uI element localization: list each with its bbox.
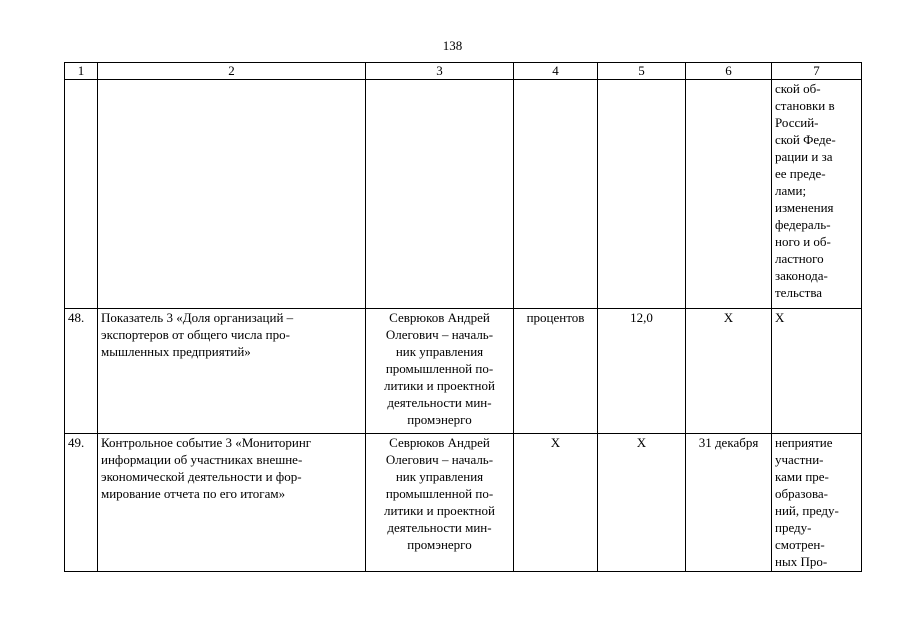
item-name-line: информации об участниках внешне- [101,452,303,467]
risks-line: ской Феде- [775,132,836,147]
responsible-person-line: промэнерго [407,537,472,552]
item-name [98,434,366,572]
responsible-person [366,434,514,572]
responsible-person-line: Олегович – началь- [385,452,494,467]
risks-line: изменения [775,200,834,215]
unit: Х [514,434,598,572]
risks-line: ее преде- [775,166,826,181]
item-name-line: Показатель 3 «Доля организаций – [101,310,294,325]
row-number: 48. [65,309,98,434]
header-col-5: 5 [598,63,686,80]
header-col-1: 1 [65,63,98,80]
risks-line: ской об- [775,81,821,96]
item-name [98,309,366,434]
responsible-person-line: деятельности мин- [387,395,492,410]
header-row [65,63,862,80]
item-name-line: Контрольное событие 3 «Мониторинг [101,435,312,450]
deadline: 31 декабря [686,434,772,572]
item-name-line: мирование отчета по его итогам» [101,486,286,501]
risks-line: рации и за [775,149,833,164]
header-col-2: 2 [98,63,366,80]
responsible-person-line: литики и проектной [384,378,495,393]
responsible-person-line: Олегович – началь- [385,327,494,342]
risks-line: ками пре- [775,469,829,484]
responsible-person-line: деятельности мин- [387,520,492,535]
risks-line: неприятие [775,435,833,450]
responsible-person-line: промышленной по- [385,486,494,501]
risks-line: участни- [775,452,824,467]
risks-line: тельства [775,285,823,300]
value [598,80,686,309]
item-name [98,80,366,309]
responsible-person-line: ник управления [395,344,484,359]
deadline: Х [686,309,772,434]
document-table [64,62,862,572]
value: Х [598,434,686,572]
header-col-6: 6 [686,63,772,80]
header-col-3: 3 [366,63,514,80]
header-col-7: 7 [772,63,862,80]
responsible-person-line: Севрюков Андрей [389,310,490,325]
responsible-person-line: Севрюков Андрей [389,435,490,450]
risks-line: ластного [775,251,824,266]
responsible-person-line: промэнерго [407,412,472,427]
value: 12,0 [598,309,686,434]
risks [772,80,862,309]
deadline [686,80,772,309]
row-number [65,80,98,309]
risks-line: ного и об- [775,234,831,249]
risks [772,309,862,434]
risks [772,434,862,572]
risks-line: смотрен- [775,537,825,552]
risks-line: законода- [775,268,828,283]
responsible-person-line: промышленной по- [385,361,494,376]
row-number: 49. [65,434,98,572]
page-number: 138 [442,38,463,53]
risks-line: федераль- [775,217,831,232]
risks-line: преду- [775,520,812,535]
table-row [65,80,862,309]
table-row [65,309,862,434]
risks-line: Х [775,310,785,325]
item-name-line: экономической деятельности и фор- [101,469,302,484]
responsible-person [366,80,514,309]
table-row [65,434,862,572]
risks-line: ний, преду- [775,503,839,518]
responsible-person [366,309,514,434]
risks-line: ных Про- [775,554,828,569]
risks-line: становки в [775,98,835,113]
item-name-line: экспортеров от общего числа про- [101,327,290,342]
risks-line: Россий- [775,115,819,130]
risks-line: лами; [775,183,807,198]
responsible-person-line: литики и проектной [384,503,495,518]
unit: процентов [514,309,598,434]
header-col-4: 4 [514,63,598,80]
unit [514,80,598,309]
risks-line: образова- [775,486,829,501]
item-name-line: мышленных предприятий» [101,344,251,359]
responsible-person-line: ник управления [395,469,484,484]
